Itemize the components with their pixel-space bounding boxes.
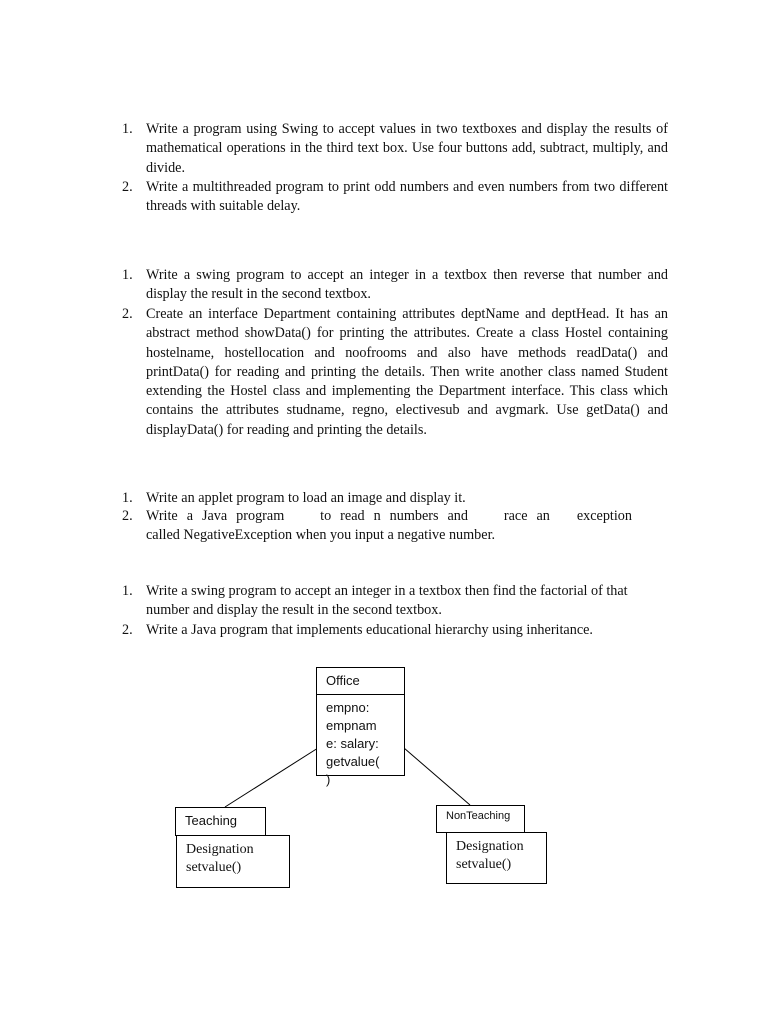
item-number: 2.: [122, 508, 133, 524]
office-class-title-box: [316, 667, 405, 695]
question-text: Write an applet program to load an image and display it.: [146, 490, 466, 506]
office-attribute-line: ): [326, 772, 331, 787]
teaching-attribute-line: Designation: [186, 842, 254, 857]
office-attribute-line: getvalue(: [326, 754, 380, 769]
nonteaching-class-title-box: [436, 805, 525, 833]
teaching-class-title-box: [175, 807, 266, 836]
teaching-attribute-line: setvalue(): [186, 860, 242, 875]
item-number: 1.: [122, 490, 133, 506]
question-text: Write a swing program to accept an integer in a textbox then reverse that number and display the result in the second textbox.: [146, 267, 668, 303]
question-text: Write a multithreaded program to print odd numbers and even numbers from two different threads with suitable delay.: [146, 179, 668, 215]
item-number: 1.: [122, 121, 133, 137]
question-text: Write a program using Swing to accept values in two textboxes and display the results of mathematical operations in the third text box. Use four buttons add, subtract, multiply, and divide.: [146, 121, 668, 176]
question-text: Write a swing program to accept an integer in a textbox then find the factorial of that number and display the result in the second textbox.: [146, 583, 628, 619]
item-number: 1.: [122, 583, 133, 599]
item-number: 2.: [122, 179, 133, 195]
office-attribute-line: empno:: [326, 700, 370, 715]
question-text: Write a Java program that implements educational hierarchy using inheritance.: [146, 622, 593, 638]
office-attribute-line: e: salary:: [326, 736, 379, 751]
office-class-attributes: [316, 694, 405, 787]
teaching-class-attributes: [176, 835, 290, 888]
nonteaching-attribute-line: Designation: [456, 839, 524, 854]
nonteaching-class-attributes: [446, 832, 547, 884]
connector-line-nonteaching: [404, 748, 470, 805]
nonteaching-attribute-line: setvalue(): [456, 857, 512, 872]
item-number: 2.: [122, 622, 133, 638]
item-number: 1.: [122, 267, 133, 283]
item-number: 2.: [122, 306, 133, 322]
teaching-class-title: Teaching: [185, 813, 238, 828]
question-text-line2: called NegativeException when you input a negative number.: [146, 527, 496, 544]
nonteaching-class-title: NonTeaching: [446, 810, 511, 822]
connector-line-teaching: [225, 748, 318, 807]
question-text-line1: Write a Java program to read n numbers and race an exception: [146, 508, 632, 524]
office-attribute-line: empnam: [326, 718, 377, 733]
office-class-title: Office: [326, 673, 360, 688]
question-text: Create an interface Department containing attributes deptName and deptHead. It has an abstract method showData() for printing the attributes. Create a class Hostel containing hostelname, hostellocation and noofrooms and also have methods readData() and printData() for reading and printing the details. Then write another class named Student extending the Hostel class and implementing the Department interface. This class which contains the attributes studname, regno, electivesub and avgmark. Use getData() and displayData() for reading and printing the details.: [146, 306, 668, 438]
